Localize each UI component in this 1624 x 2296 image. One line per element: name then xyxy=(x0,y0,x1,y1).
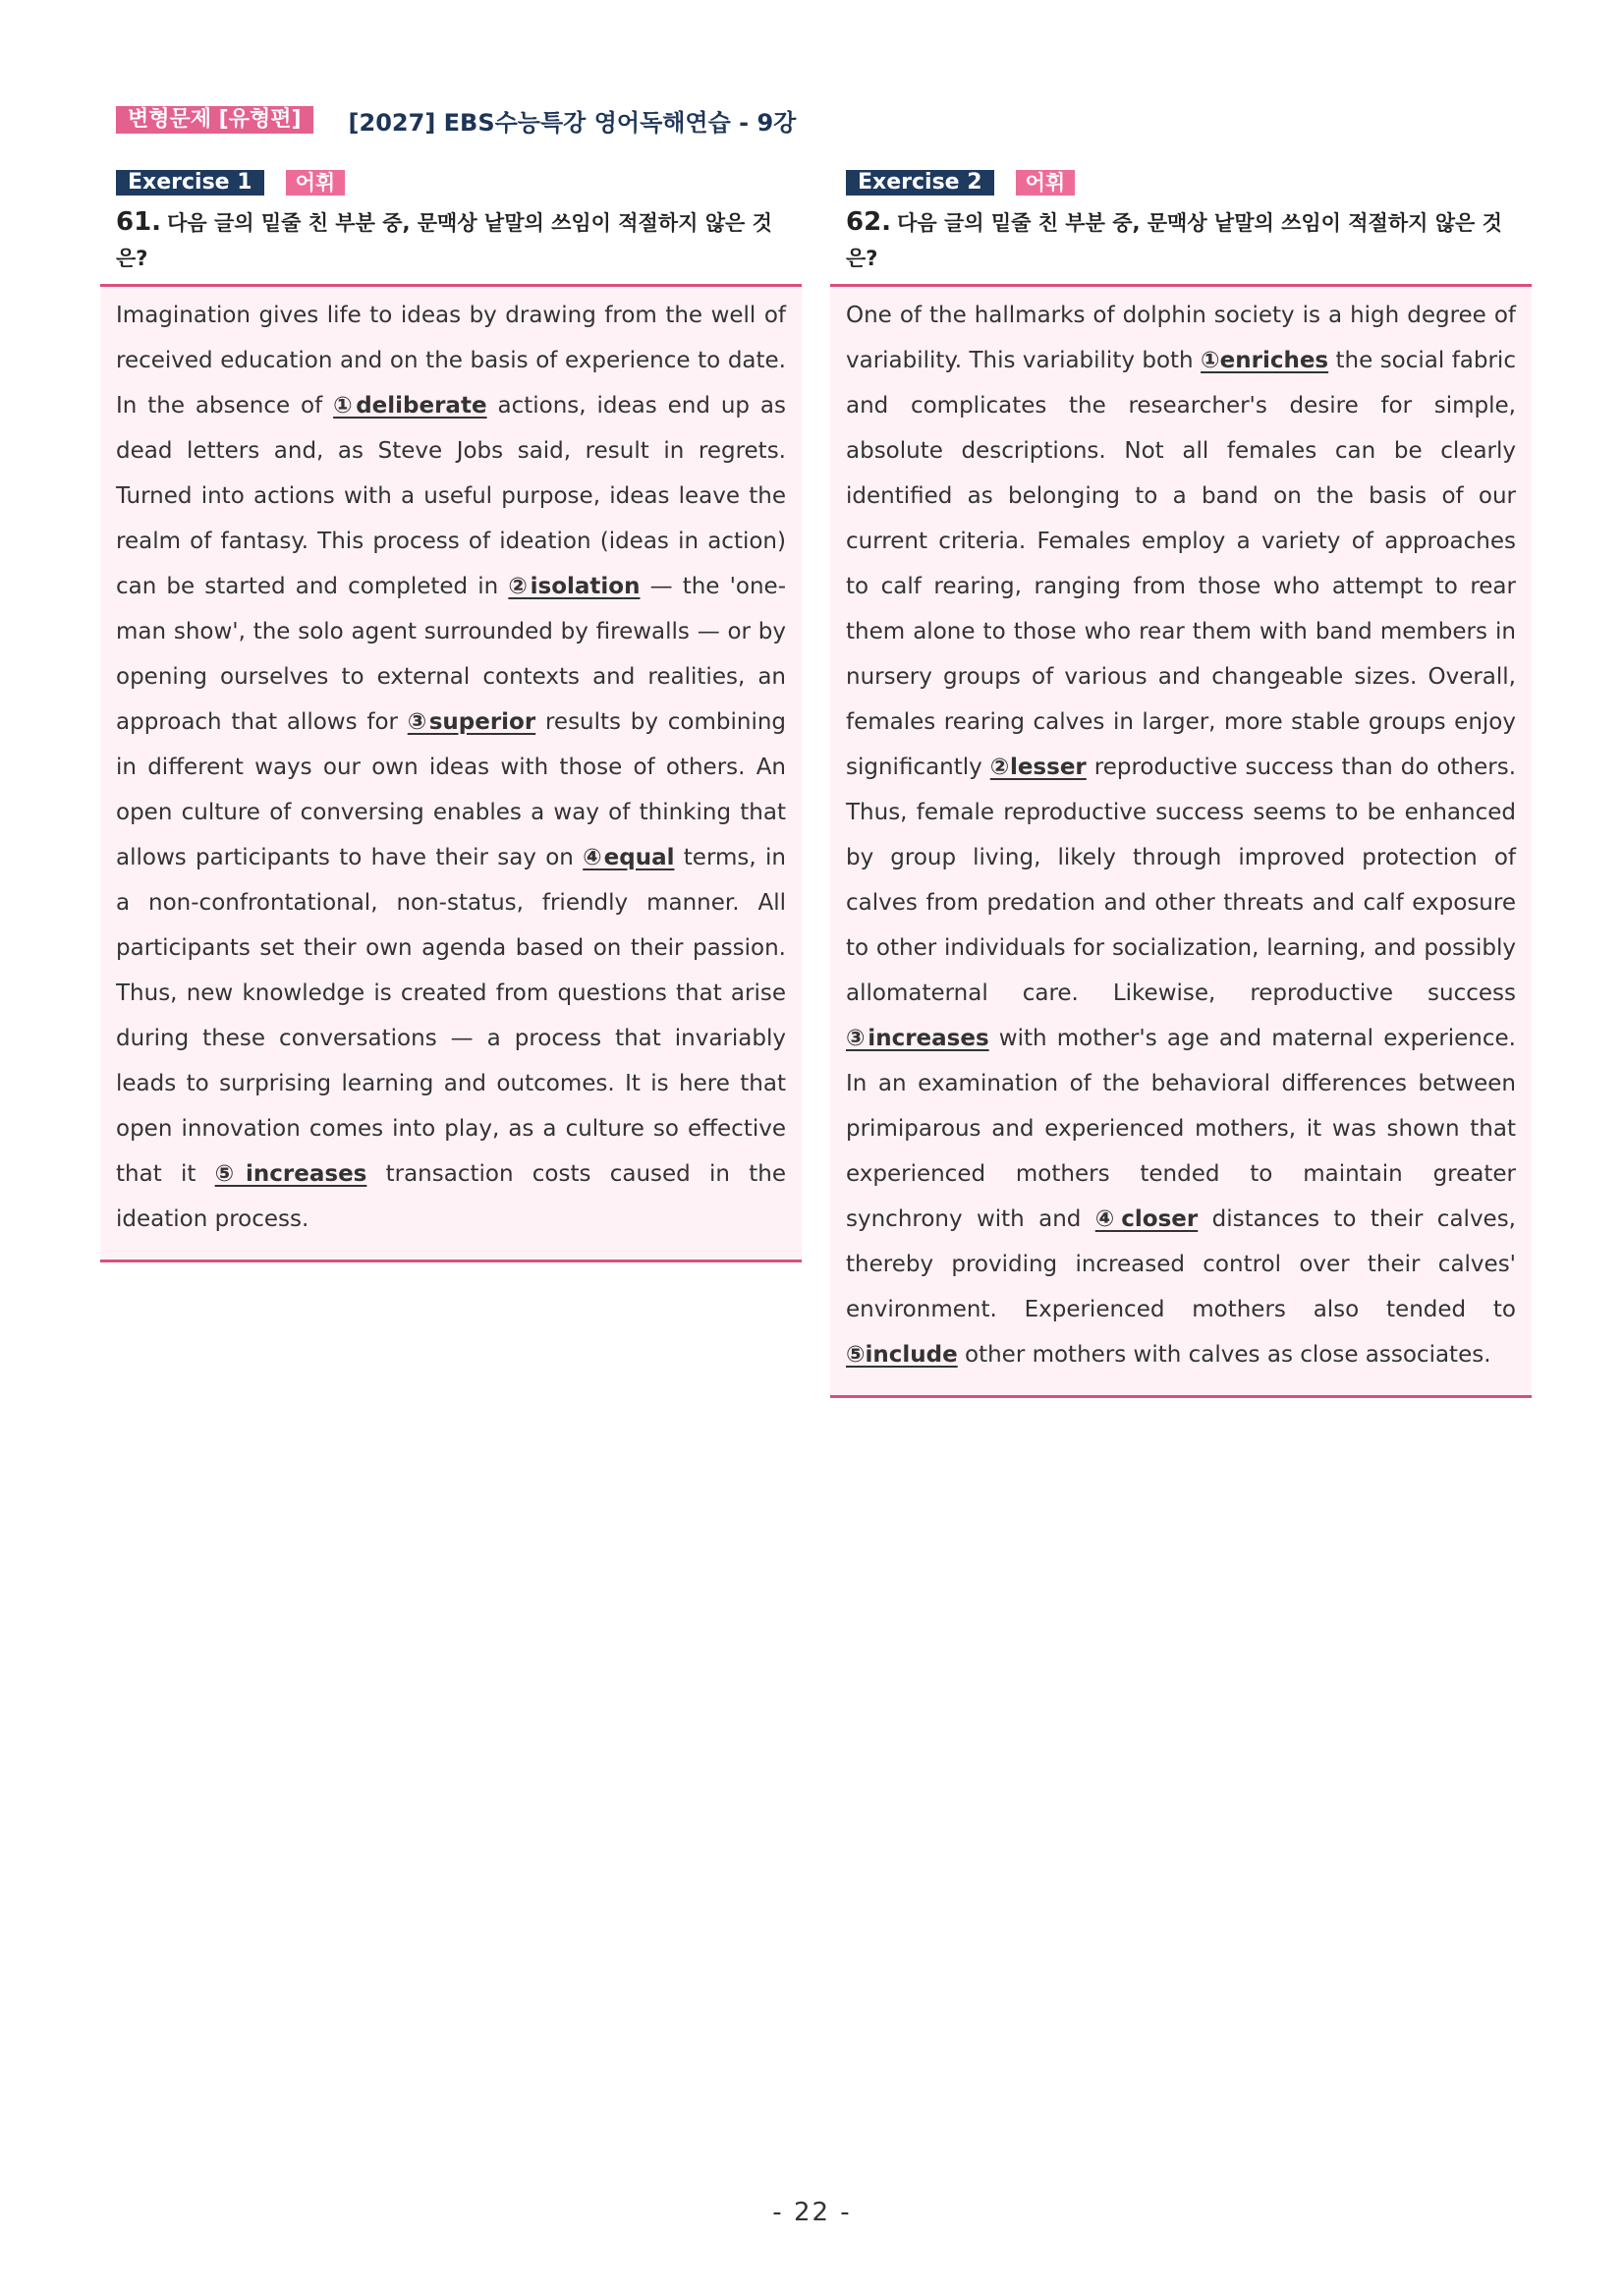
page-header xyxy=(116,105,796,135)
underlined-word: ④equal xyxy=(583,845,675,870)
underlined-word: ⑤increases xyxy=(214,1161,367,1187)
passage-segment: the social fabric and complicates the researcher's desire for simple, absolute descriptions. Not all females can be clearly identified as belonging to a band on the basis of our current criteria. Females employ a variety of approaches to calf rearing, ranging from those who attempt to rear them alone to those who rear them with band members in nursery groups of various and changeable sizes. Overall, females rearing calves in larger, more stable groups enjoy significantly xyxy=(846,348,1516,780)
exercise-badge: Exercise 2 xyxy=(846,170,994,196)
passage-segment: terms, in a non-confrontational, non-status, friendly manner. All participants set their own agenda based on their passion. Thus, new knowledge is created from questions that arise during these conversations — a process that invariably leads to surprising learning and outcomes. It is here that open innovation comes into play, as a culture so effective that it xyxy=(116,845,786,1187)
underlined-word: ①enriches xyxy=(1201,348,1329,373)
underlined-word: ⑤include xyxy=(846,1342,958,1368)
question-number: 61. xyxy=(116,207,162,237)
question-prompt xyxy=(830,204,1532,276)
document-title: [2027] EBS수능특강 영어독해연습 - 9강 xyxy=(348,108,797,137)
page-number: - 22 - xyxy=(772,2198,852,2227)
passage-segment: transaction costs caused in the ideation process. xyxy=(116,1161,786,1232)
passage-segment: Imagination gives life to ideas by drawing from the well of received education and on the basis of experience to date. In the absence of xyxy=(116,303,786,419)
underlined-word: ①deliberate xyxy=(333,393,487,419)
passage-text xyxy=(830,287,1532,1395)
question-type-badge: 어휘 xyxy=(1016,170,1076,196)
underlined-word: ③superior xyxy=(407,709,536,735)
exercise-badge: Exercise 1 xyxy=(116,170,264,196)
exercise-1 xyxy=(100,169,802,1262)
exercise-2 xyxy=(830,169,1532,1398)
question-text: 다음 글의 밑줄 친 부분 중, 문맥상 낱말의 쓰임이 적절하지 않은 것은? xyxy=(846,211,1502,270)
passage-segment: with mother's age and maternal experience. In an examination of the behavioral differences between primiparous and experienced mothers, it was shown that experienced mothers tended to maintain greater synchrony with and xyxy=(846,1026,1516,1232)
passage-segment: results by combining in different ways our own ideas with those of others. An open culture of conversing enables a way of thinking that allows participants to have their say on xyxy=(116,709,787,870)
exercise-2-badges xyxy=(830,169,1532,196)
bottom-divider xyxy=(830,1395,1532,1398)
passage-segment: actions, ideas end up as dead letters and, as Steve Jobs said, result in regrets. Turned into actions with a useful purpose, ideas leave the realm of fantasy. This process of ideation (ideas in action) can be started and completed in xyxy=(116,393,786,599)
question-number: 62. xyxy=(846,207,892,237)
passage-text xyxy=(100,287,802,1260)
question-prompt xyxy=(100,204,802,276)
question-type-badge: 어휘 xyxy=(286,170,346,196)
passage-segment: reproductive success than do others. Thus, female reproductive success seems to be enhanced by group living, likely through improved protection of calves from predation and other threats and calf exposure to other individuals for socialization, learning, and possibly allomaternal care. Likewise, reproductive success xyxy=(846,755,1517,1006)
passage-segment: One of the hallmarks of dolphin society is a high degree of variability. This variability both xyxy=(846,303,1516,373)
bottom-divider xyxy=(100,1260,802,1262)
passage-segment: distances to their calves, thereby providing increased control over their calves' environment. Experienced mothers also tended to xyxy=(846,1206,1516,1322)
passage-segment: other mothers with calves as close associates. xyxy=(957,1342,1491,1368)
underlined-word: ④closer xyxy=(1094,1206,1199,1232)
question-text: 다음 글의 밑줄 친 부분 중, 문맥상 낱말의 쓰임이 적절하지 않은 것은? xyxy=(116,211,772,270)
exercise-1-badges xyxy=(100,169,802,196)
category-tag: 변형문제 [유형편] xyxy=(116,106,313,134)
underlined-word: ②lesser xyxy=(989,755,1087,780)
underlined-word: ②isolation xyxy=(508,574,641,599)
underlined-word: ③increases xyxy=(846,1026,989,1051)
passage-segment: — the 'one-man show', the solo agent surrounded by firewalls — or by opening ourselves to external contexts and realities, an approach that allows for xyxy=(116,574,786,735)
